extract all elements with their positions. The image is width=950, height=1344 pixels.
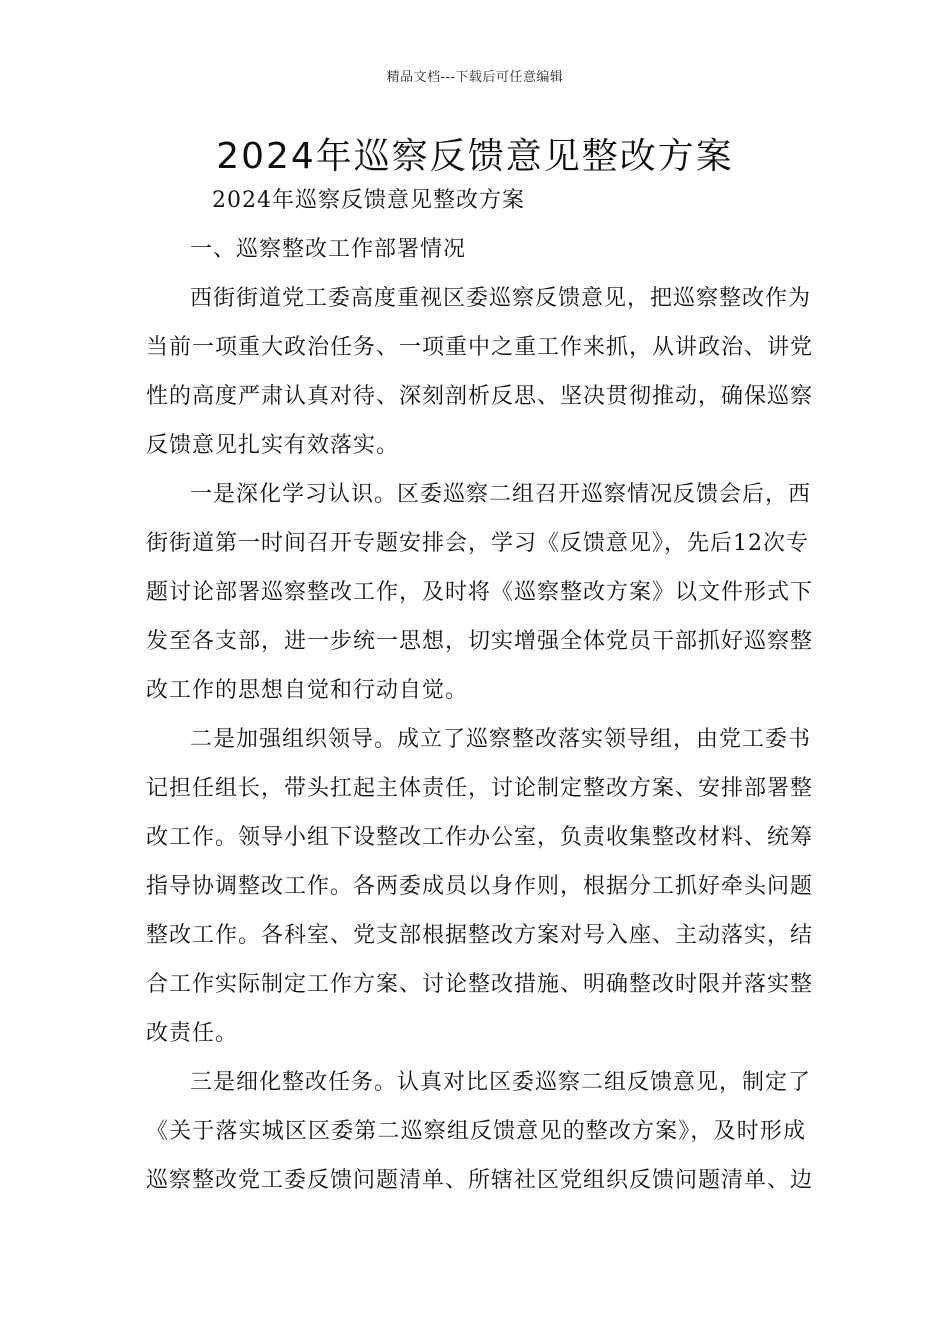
paragraph-line: 西街街道党工委高度重视区委巡察反馈意见，把巡察整改作为 bbox=[190, 286, 812, 311]
paragraph-line: 整改工作。各科室、党支部根据整改方案对号入座、主动落实，结 bbox=[146, 923, 814, 948]
subtitle-line: 2024年巡察反馈意见整改方案 bbox=[212, 188, 525, 213]
paragraph-line: 改责任。 bbox=[146, 1021, 239, 1046]
paragraph-line: 合工作实际制定工作方案、讨论整改措施、明确整改时限并落实整 bbox=[146, 972, 814, 997]
paragraph-line: 一是深化学习认识。区委巡察二组召开巡察情况反馈会后，西 bbox=[190, 482, 812, 507]
paragraph-line: 三是细化整改任务。认真对比区委巡察二组反馈意见，制定了 bbox=[190, 1070, 812, 1095]
paragraph-line: 改工作的思想自觉和行动自觉。 bbox=[146, 678, 469, 703]
paragraph-line: 巡察整改党工委反馈问题清单、所辖社区党组织反馈问题清单、边 bbox=[146, 1168, 814, 1193]
paragraph-line: 指导协调整改工作。各两委成员以身作则，根据分工抓好牵头问题 bbox=[146, 874, 814, 899]
paragraph-line: 性的高度严肃认真对待、深刻剖析反思、坚决贯彻推动，确保巡察 bbox=[146, 384, 814, 409]
document-body bbox=[146, 176, 814, 1205]
paragraph-line: 题讨论部署巡察整改工作，及时将《巡察整改方案》以文件形式下 bbox=[146, 580, 814, 605]
paragraph-line: 发至各支部，进一步统一思想，切实增强全体党员干部抓好巡察整 bbox=[146, 629, 814, 654]
document-title: 2024年巡察反馈意见整改方案 bbox=[216, 136, 734, 177]
paragraph-line: 反馈意见扎实有效落实。 bbox=[146, 433, 400, 458]
header-note: 精品文档---下载后可任意编辑 bbox=[386, 70, 564, 85]
paragraph-line: 街街道第一时间召开专题安排会，学习《反馈意见》，先后12次专 bbox=[146, 531, 809, 556]
paragraph-line: 改工作。领导小组下设整改工作办公室，负责收集整改材料、统筹 bbox=[146, 825, 814, 850]
section-heading: 一、巡察整改工作部署情况 bbox=[190, 237, 467, 262]
paragraph-line: 记担任组长，带头扛起主体责任，讨论制定整改方案、安排部署整 bbox=[146, 776, 814, 801]
paragraph-line: 二是加强组织领导。成立了巡察整改落实领导组，由党工委书 bbox=[190, 727, 812, 752]
paragraph-line: 当前一项重大政治任务、一项重中之重工作来抓，从讲政治、讲党 bbox=[146, 335, 814, 360]
paragraph-line: 《关于落实城区区委第二巡察组反馈意见的整改方案》，及时形成 bbox=[146, 1119, 806, 1144]
